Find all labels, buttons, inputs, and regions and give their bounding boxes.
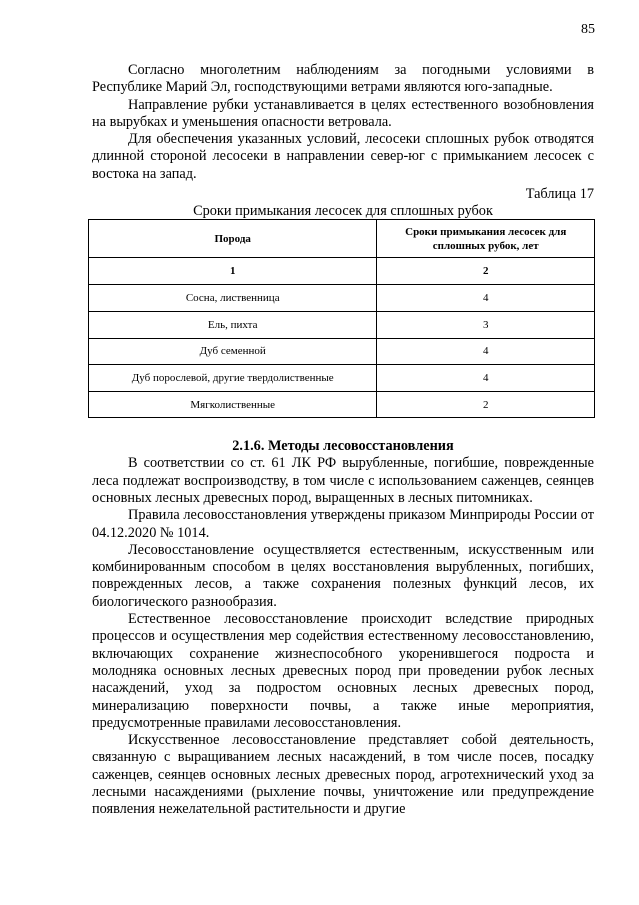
table-row	[89, 311, 595, 338]
forest-cutting-table	[88, 219, 595, 418]
table-column-number: 1	[89, 258, 377, 285]
table-header-row	[89, 220, 595, 258]
table-cell-period: 4	[377, 338, 595, 365]
section-heading: 2.1.6. Методы лесовосстановления	[232, 438, 454, 455]
paragraph: Естественное лесовосстановление происходит вследствие природных процессов и осуществления мер содействия естественному лесовосстановлению, включающих сохранение жизнеспособного укоренившегося подроста и молодняка основных лесных древесных пород при проведении рубок лесных насаждений, уход за подростом основных лесных древесных пород, минерализацию поверхности почвы, а также иные мероприятия, предусмотренные правилами лесовосстановления.	[92, 611, 594, 731]
table-column-number-row	[89, 258, 595, 285]
table-row	[89, 365, 595, 392]
paragraph: Направление рубки устанавливается в целях естественного возобновления на вырубках и уменьшения опасности ветровала.	[92, 96, 594, 130]
paragraph: Правила лесовосстановления утверждены приказом Минприроды России от 04.12.2020 № 1014.	[92, 507, 594, 541]
paragraph: Лесовосстановление осуществляется естественным, искусственным или комбинированным способом в целях восстановления вырубленных, погибших, поврежденных лесов, а также сохранения полезных функций лесов, их биологического разнообразия.	[92, 541, 594, 610]
table-title: Сроки примыкания лесосек для сплошных рубок	[193, 203, 493, 220]
table-cell-period: 2	[377, 391, 595, 418]
paragraph: Для обеспечения указанных условий, лесосеки сплошных рубок отводятся длинной стороной лесосеки в направлении север-юг с примыканием лесосек с востока на запад.	[92, 131, 594, 182]
table-header-species: Порода	[89, 220, 377, 258]
table-cell-period: 4	[377, 365, 595, 392]
paragraph: Согласно многолетним наблюдениям за погодными условиями в Республике Марий Эл, господствующими ветрами являются юго-западные.	[92, 62, 594, 96]
table-cell-period: 4	[377, 285, 595, 312]
table-row	[89, 338, 595, 365]
page-number: 85	[581, 22, 595, 37]
page-content	[92, 62, 594, 819]
table-column-number: 2	[377, 258, 595, 285]
table-cell-species: Дуб семенной	[89, 338, 377, 365]
table-cell-species: Сосна, лиственница	[89, 285, 377, 312]
table-row	[89, 285, 595, 312]
table-row	[89, 391, 595, 418]
paragraph: В соответствии со ст. 61 ЛК РФ вырубленные, погибшие, поврежденные леса подлежат воспроизводству, в том числе с использованием саженцев, сеянцев основных лесных древесных пород, выращенных в лесных питомниках.	[92, 455, 594, 506]
table-cell-species: Мягколиственные	[89, 391, 377, 418]
paragraph: Искусственное лесовосстановление представляет собой деятельность, связанную с выращиванием лесных насаждений, в том числе посев, посадку саженцев, сеянцев основных лесных древесных пород, агротехнический уход за лесными насаждениями (рыхление почвы, уничтожение или предупреждение появления нежелательной растительности и другие	[92, 732, 594, 818]
table-cell-species: Дуб порослевой, другие твердолиственные	[89, 365, 377, 392]
table-label: Таблица 17	[525, 186, 594, 203]
table-header-period: Сроки примыкания лесосек для сплошных рубок, лет	[377, 220, 595, 258]
table-cell-period: 3	[377, 311, 595, 338]
table-cell-species: Ель, пихта	[89, 311, 377, 338]
